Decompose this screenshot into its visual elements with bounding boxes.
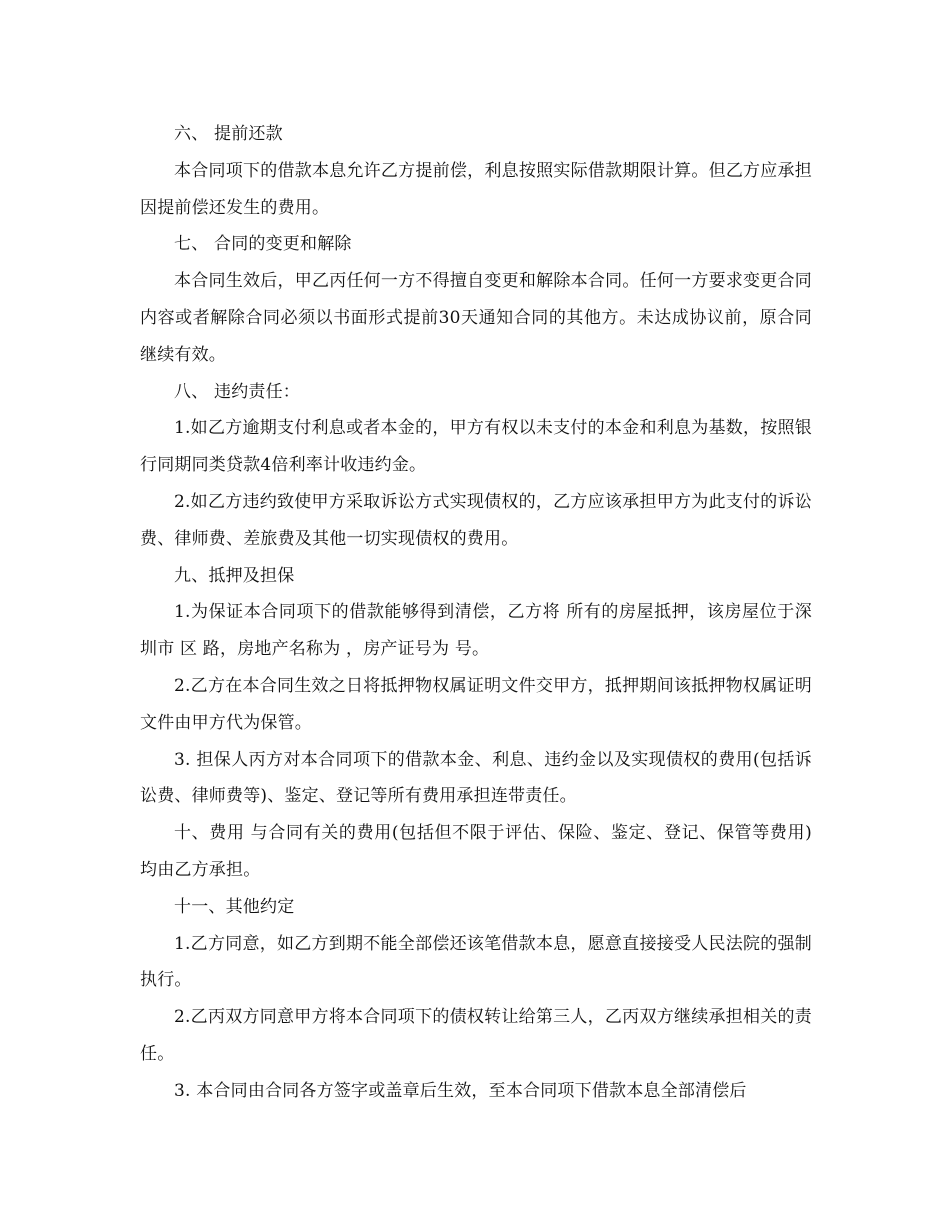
- paragraph-mortgage-1: 1.为保证本合同项下的借款能够得到清偿，乙方将 所有的房屋抵押，该房屋位于深圳市 区 路，房地产名称为 ，房产证号为 号。: [140, 602, 812, 660]
- paragraph-breach-2: 2.如乙方违约致使甲方采取诉讼方式实现债权的，乙方应该承担甲方为此支付的诉讼费、律师费、差旅费及其他一切实现债权的费用。: [140, 491, 812, 549]
- paragraph-other-2: 2.乙丙双方同意甲方将本合同项下的债权转让给第三人，乙丙双方继续承担相关的责任。: [140, 1007, 812, 1064]
- paragraph-modification: 本合同生效后，甲乙丙任何一方不得擅自变更和解除本合同。任何一方要求变更合同内容或者解除合同必须以书面形式提前30天通知合同的其他方。未达成协议前，原合同继续有效。: [140, 271, 812, 365]
- paragraph-mortgage-3: 3. 担保人丙方对本合同项下的借款本金、利息、违约金以及实现债权的费用(包括诉讼费、律师费等)、鉴定、登记等所有费用承担连带责任。: [140, 749, 812, 807]
- paragraph-other-1: 1.乙方同意，如乙方到期不能全部偿还该笔借款本息，愿意直接接受人民法院的强制执行。: [140, 933, 812, 991]
- section-heading-mortgage: 九、抵押及担保: [174, 565, 295, 586]
- paragraph-other-3: 3. 本合同由合同各方签字或盖章后生效，至本合同项下借款本息全部清偿后: [174, 1080, 747, 1101]
- section-heading-prepayment: 六、 提前还款: [174, 124, 283, 144]
- paragraph-breach-1: 1.如乙方逾期支付利息或者本金的，甲方有权以未支付的本金和利息为基数，按照银行同期同类贷款4倍利率计收违约金。: [140, 418, 812, 476]
- section-heading-modification: 七、 合同的变更和解除: [174, 234, 352, 255]
- section-heading-breach: 八、 违约责任：: [174, 381, 301, 402]
- paragraph-fees: 十、费用 与合同有关的费用(包括但不限于评估、保险、鉴定、登记、保管等费用)均由乙方承担。: [140, 823, 812, 880]
- paragraph-mortgage-2: 2.乙方在本合同生效之日将抵押物权属证明文件交甲方，抵押期间该抵押物权属证明文件由甲方代为保管。: [140, 675, 812, 733]
- section-heading-other: 十一、其他约定: [174, 896, 295, 917]
- paragraph-prepayment: 本合同项下的借款本息允许乙方提前偿，利息按照实际借款期限计算。但乙方应承担因提前偿还发生的费用。: [140, 160, 812, 218]
- document-body: [140, 116, 812, 1110]
